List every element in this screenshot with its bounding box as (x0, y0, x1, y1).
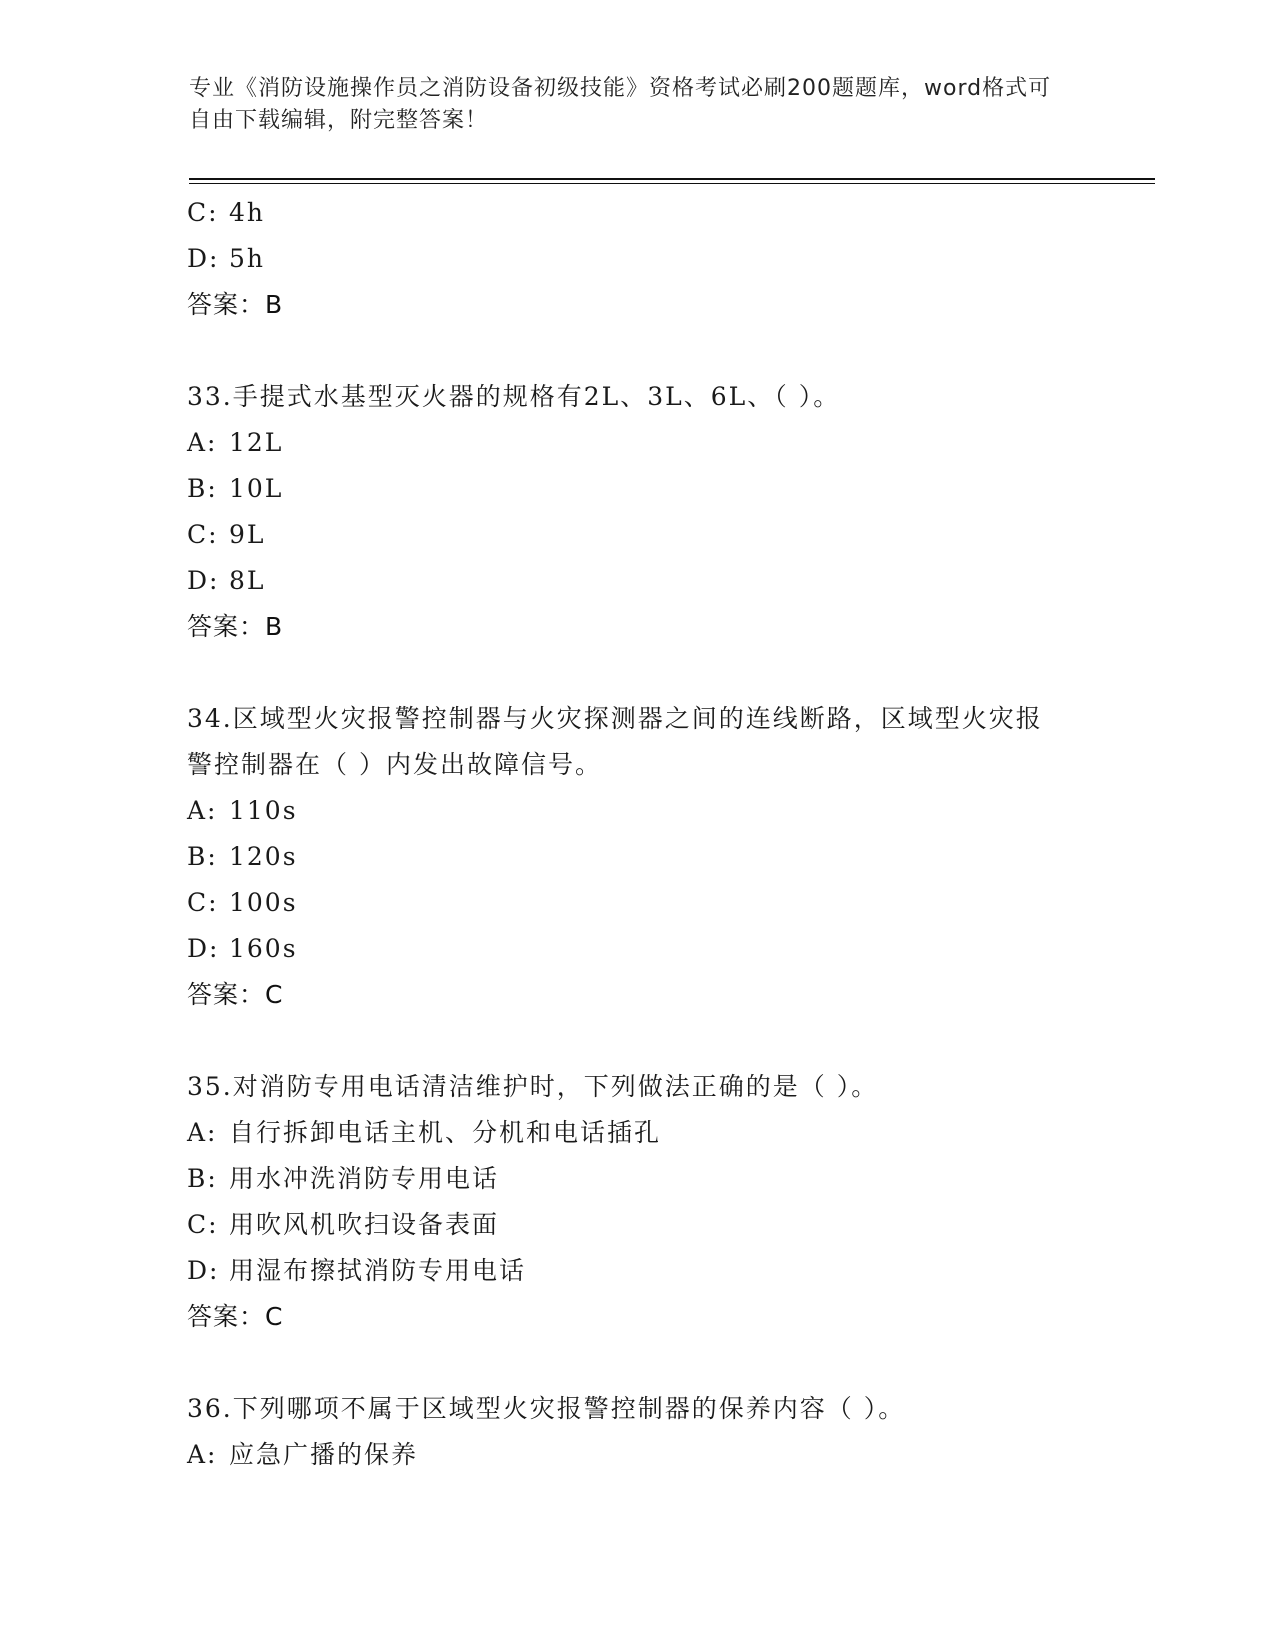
option-label: A: (187, 1118, 218, 1147)
option-a (187, 788, 1087, 834)
option-text: 4h (229, 198, 266, 227)
option-label: D: (187, 934, 220, 963)
header-divider-thick (189, 178, 1155, 180)
option-text: 用水冲洗消防专用电话 (229, 1164, 500, 1193)
option-d (187, 1248, 1087, 1294)
header-divider-thin (189, 183, 1155, 184)
option-text: 12L (229, 428, 284, 457)
option-text: 10L (229, 474, 284, 503)
option-d (187, 236, 1087, 282)
question-36 (187, 1386, 1087, 1478)
option-label: D: (187, 566, 220, 595)
answer-line: 答案：B (187, 290, 284, 319)
spacer (187, 650, 1087, 696)
answer-line: 答案：C (187, 980, 284, 1009)
option-a (187, 420, 1087, 466)
option-label: C: (187, 198, 219, 227)
spacer (187, 1018, 1087, 1064)
header-title: 专业《消防设施操作员之消防设备初级技能》资格考试必刷200题题库，word格式可自由下载编辑，附完整答案！ (189, 76, 1052, 133)
option-label: A: (187, 796, 218, 825)
option-c (187, 880, 1087, 926)
option-text: 100s (229, 888, 298, 917)
question-34 (187, 696, 1087, 1018)
option-text: 120s (229, 842, 298, 871)
option-d (187, 926, 1087, 972)
option-text: 9L (229, 520, 266, 549)
option-a (187, 1432, 1087, 1478)
question-35 (187, 1064, 1087, 1340)
option-text: 应急广播的保养 (229, 1440, 419, 1469)
option-text: 160s (229, 934, 298, 963)
option-label: D: (187, 244, 220, 273)
option-label: C: (187, 888, 219, 917)
question-stem: 33.手提式水基型灭火器的规格有2L、3L、6L、（ ）。 (187, 382, 841, 411)
option-c (187, 1202, 1087, 1248)
question-continued (187, 190, 1087, 328)
option-b (187, 1156, 1087, 1202)
option-label: A: (187, 428, 218, 457)
option-label: A: (187, 1440, 218, 1469)
option-label: C: (187, 1210, 219, 1239)
option-text: 8L (229, 566, 266, 595)
option-text: 5h (229, 244, 266, 273)
option-label: C: (187, 520, 219, 549)
spacer (187, 328, 1087, 374)
question-stem: 36.下列哪项不属于区域型火灾报警控制器的保养内容（ ）。 (187, 1394, 906, 1423)
option-text: 110s (229, 796, 298, 825)
document-header (189, 73, 1069, 137)
option-label: B: (187, 474, 218, 503)
answer-line: 答案：C (187, 1302, 284, 1331)
option-text: 用湿布擦拭消防专用电话 (229, 1256, 527, 1285)
question-list (187, 190, 1087, 1478)
option-c (187, 190, 1087, 236)
option-label: B: (187, 1164, 218, 1193)
option-text: 用吹风机吹扫设备表面 (229, 1210, 500, 1239)
question-33 (187, 374, 1087, 650)
question-stem: 35.对消防专用电话清洁维护时，下列做法正确的是（ ）。 (187, 1072, 879, 1101)
option-label: D: (187, 1256, 220, 1285)
answer-line: 答案：B (187, 612, 284, 641)
question-stem: 34.区域型火灾报警控制器与火灾探测器之间的连线断路，区域型火灾报警控制器在（ ）内发出故障信号。 (187, 704, 1043, 779)
option-b (187, 834, 1087, 880)
option-d (187, 558, 1087, 604)
option-text: 自行拆卸电话主机、分机和电话插孔 (229, 1118, 662, 1147)
option-label: B: (187, 842, 218, 871)
option-c (187, 512, 1087, 558)
option-b (187, 466, 1087, 512)
spacer (187, 1340, 1087, 1386)
option-a (187, 1110, 1087, 1156)
